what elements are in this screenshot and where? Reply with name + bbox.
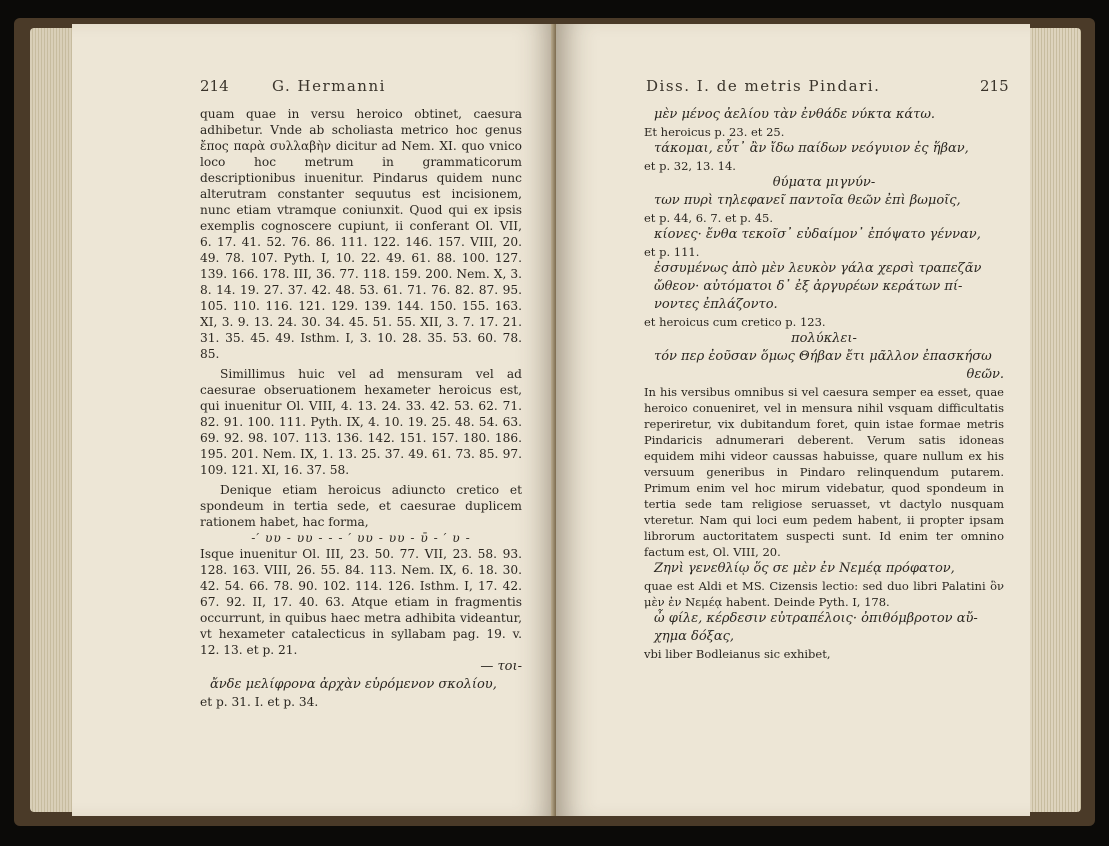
page-edges-right <box>1023 28 1081 812</box>
prose-line: quae est Aldi et MS. Cizensis lectio: sed duo libri Palatini ὃν μὲν ἐν Νεμέᾳ habent. Deinde Pyth. I, 178. <box>644 579 1004 609</box>
prose-line: vbi liber Bodleianus sic exhibet, <box>644 647 831 661</box>
verse-line: θύματα μιγνύν- <box>772 175 876 190</box>
verse-line: τόν περ ἐοῦσαν ὅμως Θήβαν ἔτι μᾶλλον ἐπασκήσω <box>654 349 992 364</box>
verse-line: νοντες ἐπλάζοντο. <box>654 297 778 312</box>
prose-line: In his versibus omnibus si vel caesura semper ea esset, quae heroico conueniret, vel in mensura nihil vsquam difficultatis reperiretur, vix dubitandum foret, quin istae formae metris Pindaricis adnumerari deberent. Verum satis idoneas equidem mihi videor caussas habuisse, quare nullum ex his versuum generibus in Pindaro relinquendum putarem. Primum enim vel hoc mirum videbatur, quod spondeum in tertia sede tam religiose seruasset, vt dactylo nusquam vteretur. Nam qui loci eum pedem habent, ii propter ipsam librorum auctoritatem suspecti sunt. Id enim ter omnino factum est, Ol. VIII, 20. <box>644 385 1004 559</box>
verse-line: ὤθεον· αὐτόματοι δ᾽ ἐξ ἀργυρέων κεράτων πί- <box>654 279 963 294</box>
right-page <box>556 24 1030 816</box>
prose-line: et heroicus cum cretico p. 123. <box>644 315 826 329</box>
closing-reference: et p. 31. I. et p. 34. <box>200 695 319 709</box>
running-head: Diss. I. de metris Pindari. <box>646 77 881 95</box>
verse-line: ὦ φίλε, κέρδεσιν εὐτραπέλοις· ὀπιθόμβροτον αὔ- <box>654 611 978 626</box>
prose-line: et p. 44, 6. 7. et p. 45. <box>644 211 773 225</box>
paragraph: Denique etiam heroicus adiuncto cretico et spondeum in tertia sede, et caesurae duplicem rationem habet, hac forma, <box>200 483 522 529</box>
verse-line: χημα δόξας, <box>654 629 735 644</box>
page-number: 214 <box>200 77 229 95</box>
verse-line: μὲν μένος ἀελίου τὰν ἐνθάδε νύκτα κάτω. <box>654 107 936 122</box>
prose-line: et p. 32, 13. 14. <box>644 159 736 173</box>
left-page-text <box>200 106 522 710</box>
prose-line: et p. 111. <box>644 245 700 259</box>
verse-line: θεῶν. <box>966 367 1004 382</box>
paragraph: Isque inuenitur Ol. III, 23. 50. 77. VII, 23. 58. 93. 128. 163. VIII, 26. 55. 84. 113. Nem. IX, 6. 18. 30. 42. 54. 66. 78. 90. 102. 114. 126. Isthm. I, 17. 42. 67. 92. II, 17. 40. 63. Atque etiam in fragmentis occurrunt, in quibus haec metra adhibita videantur, vt hexameter catalecticus in syllabam pag. 19. v. 12. 13. et p. 21. <box>200 547 522 657</box>
paragraph: Simillimus huic vel ad mensuram vel ad caesurae obseruationem hexameter heroicus est, qui inuenitur Ol. VIII, 4. 13. 24. 33. 42. 53. 62. 71. 82. 91. 100. 111. Pyth. IX, 4. 10. 19. 25. 48. 54. 63. 69. 92. 98. 107. 113. 136. 142. 151. 157. 180. 186. 195. 201. Nem. IX, 1. 13. 25. 37. 49. 61. 73. 85. 97. 109. 121. XI, 16. 37. 58. <box>200 367 522 477</box>
verse-line: κίονες· ἔνθα τεκοῖσ᾽ εὐδαίμον᾽ ἐπόψατο γένναν, <box>654 227 981 242</box>
verse-line: πολύκλει- <box>791 331 857 346</box>
running-head: G. Hermanni <box>272 77 386 95</box>
verse-line: ἄνδε μελίφρονα ἀρχὰν εὑρόμενον σκολίου, <box>210 677 497 692</box>
verse-line: των πυρὶ τηλεφανεῖ παντοῖα θεῶν ἐπὶ βωμοῖς, <box>654 193 961 208</box>
verse-line: ἐσσυμένως ἀπὸ μὲν λευκὸν γάλα χερσὶ τραπεζᾶν <box>654 261 982 276</box>
verse-line: τάκομαι, εὖτ᾽ ἂν ἴδω παίδων νεόγυιον ἐς ἥβαν, <box>654 141 969 156</box>
catchword: — τοι- <box>480 659 522 674</box>
page-number: 215 <box>980 77 1009 95</box>
right-page-text <box>644 106 1004 662</box>
meter-scheme: -′ υυ - υυ - - - ′ υυ - υυ - ῡ - ′ υ - <box>251 531 471 545</box>
left-page <box>72 24 556 816</box>
verse-line: Ζηνὶ γενεθλίῳ ὅς σε μὲν ἐν Νεμέᾳ πρόφατον, <box>654 561 955 576</box>
prose-line: Et heroicus p. 23. et 25. <box>644 125 785 139</box>
paragraph: quam quae in versu heroico obtinet, caesura adhibetur. Vnde ab scholiasta metrico hoc genus ἔπος παρὰ συλλαβὴν dicitur ad Nem. XI. quo vnico loco hoc metrum in grammaticorum descriptionibus inuenitur. Pindarus quidem nunc alterutram constanter sequutus est incisionem, nunc etiam vtramque coniunxit. Quod qui ex ipsis exemplis cognoscere cupiunt, ii conferant Ol. VII, 6. 17. 41. 52. 76. 86. 111. 122. 146. 157. VIII, 20. 49. 78. 107. Pyth. I, 10. 22. 49. 61. 88. 100. 127. 139. 166. 178. III, 36. 77. 118. 159. 200. Nem. X, 3. 8. 14. 19. 27. 37. 42. 48. 53. 61. 71. 76. 82. 87. 95. 105. 110. 116. 121. 129. 139. 144. 150. 155. 163. XI, 3. 9. 13. 24. 30. 34. 45. 51. 55. XII, 3. 7. 17. 21. 31. 35. 45. 49. Isthm. I, 3. 10. 28. 35. 53. 60. 78. 85. <box>200 107 522 361</box>
